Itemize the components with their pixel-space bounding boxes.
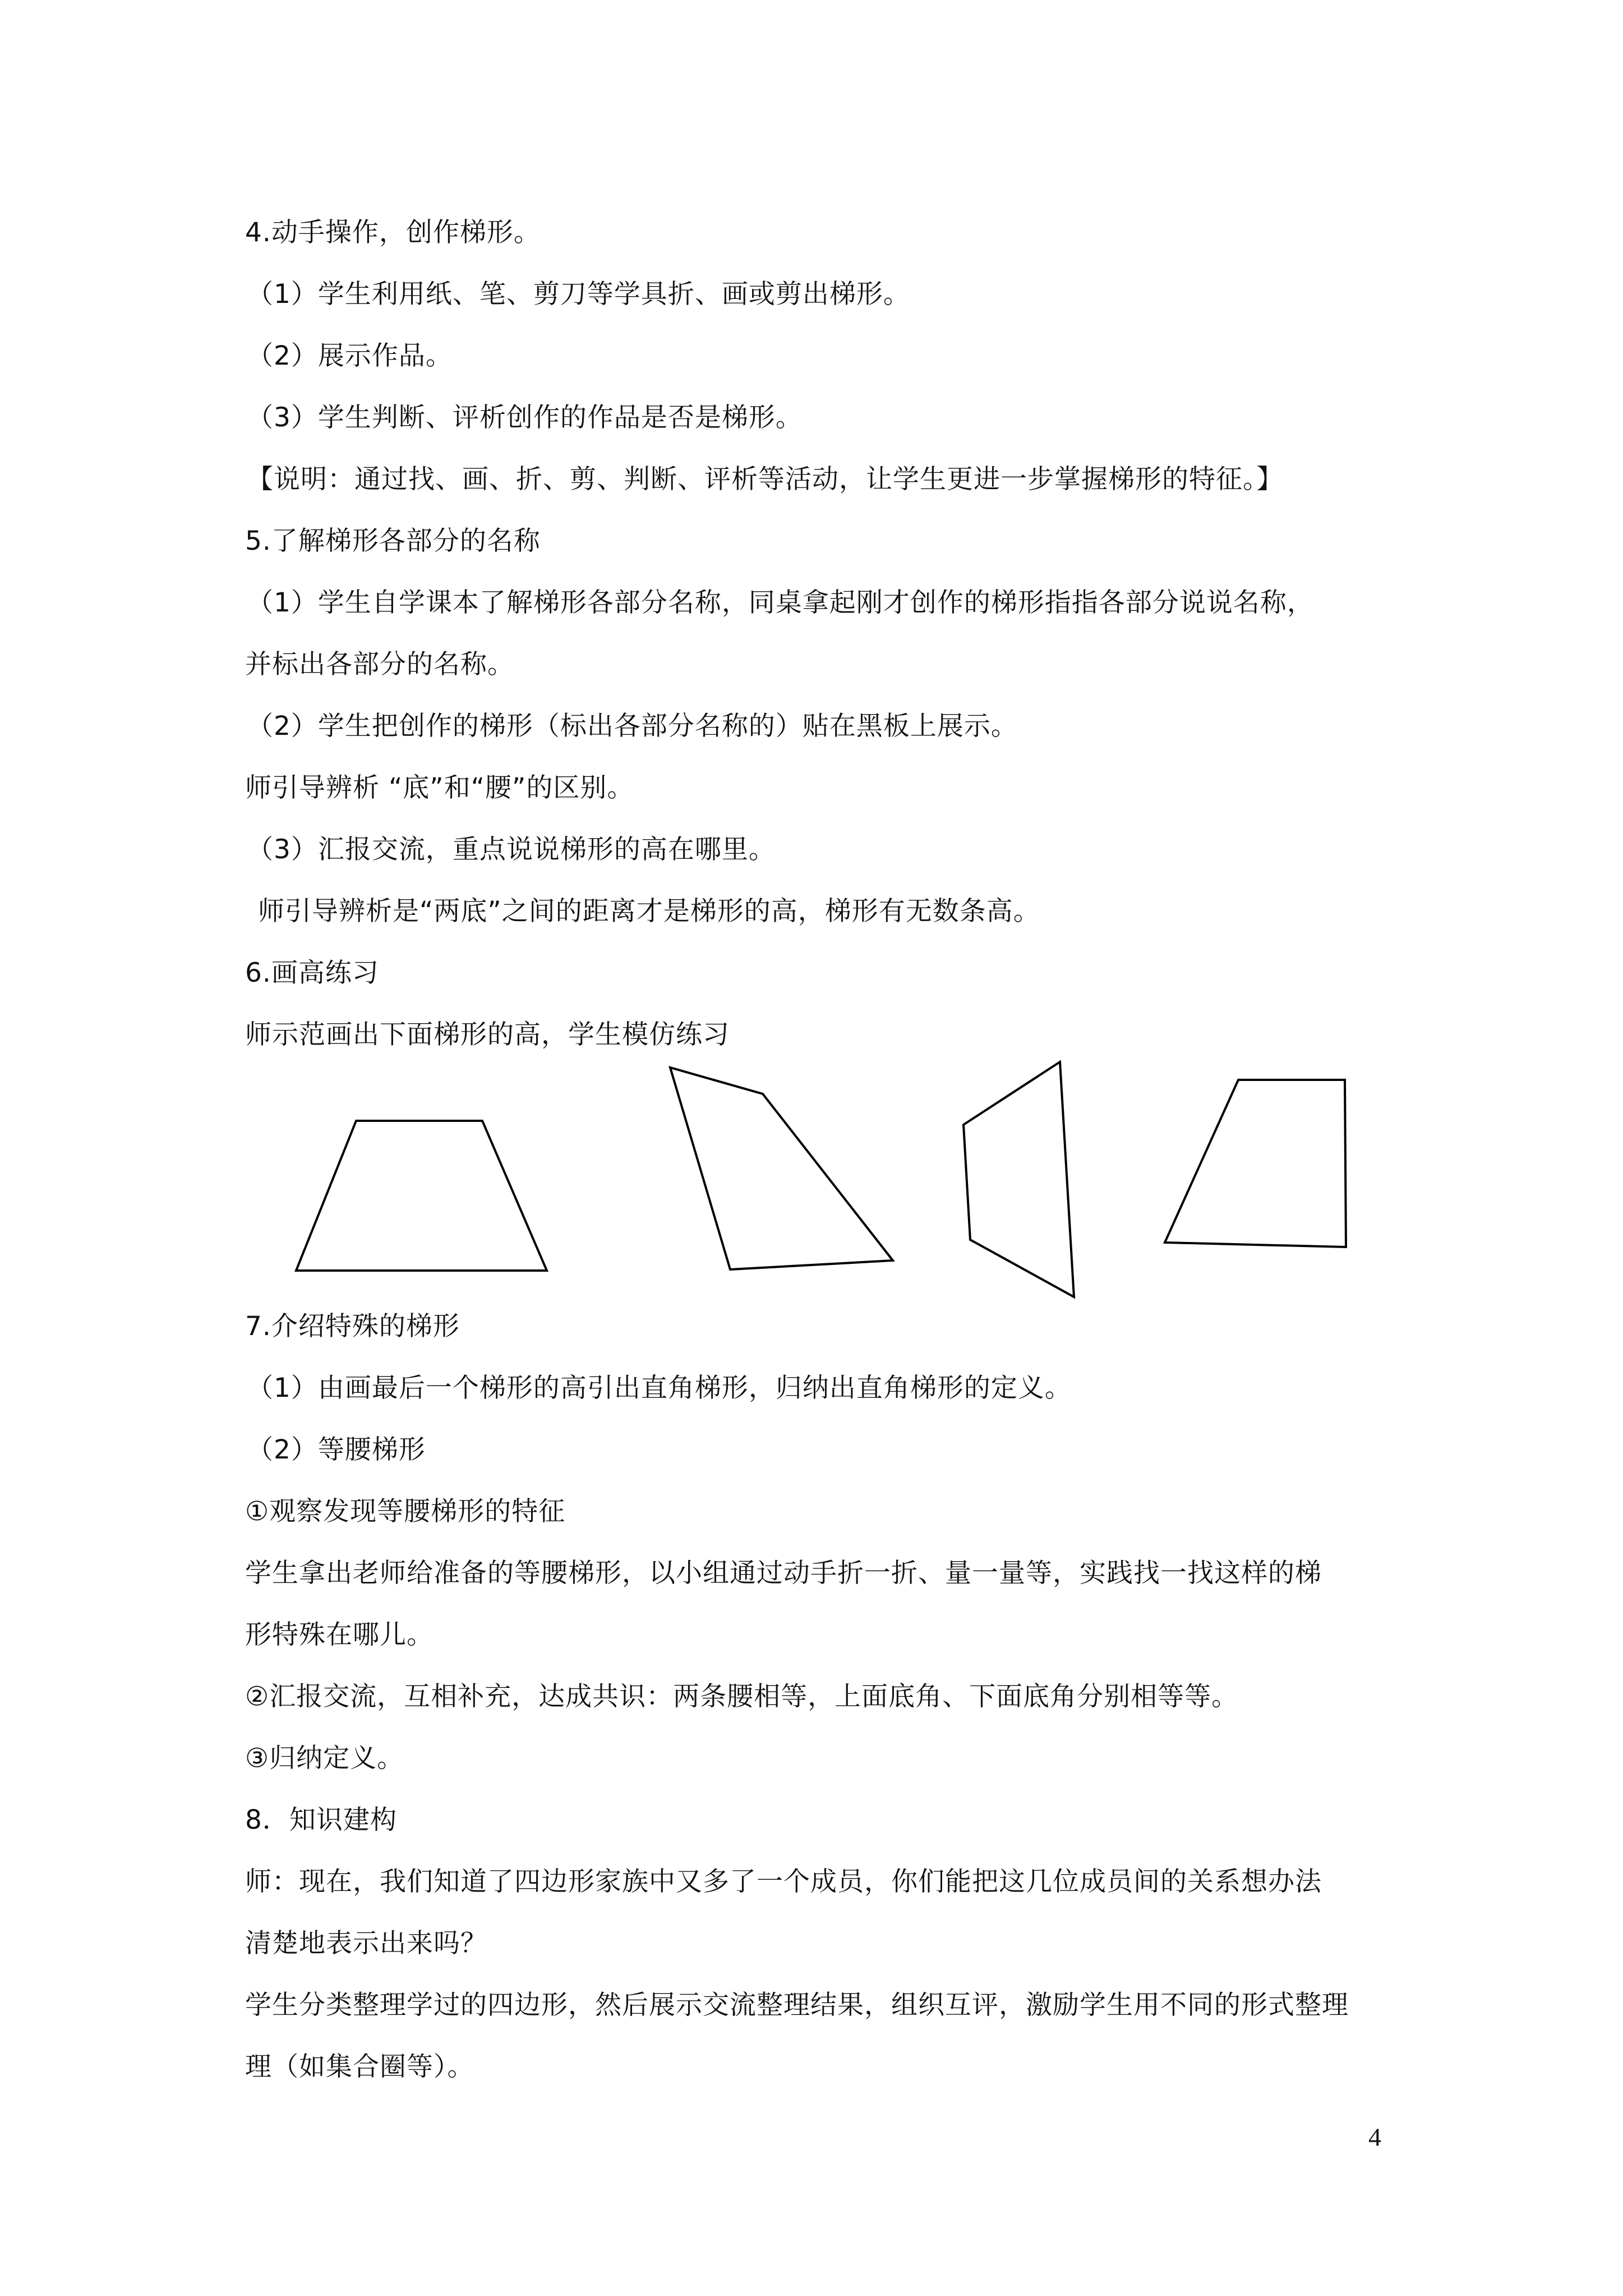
line-7-2-a-detail-cont: 形特殊在哪儿。 bbox=[245, 1619, 434, 1650]
line-7-2-a: ①观察发现等腰梯形的特征 bbox=[245, 1496, 566, 1527]
line-5-1-cont: 并标出各部分的名称。 bbox=[245, 649, 514, 680]
line-7-2: （2）等腰梯形 bbox=[247, 1434, 426, 1465]
trapezoid-shape-2 bbox=[670, 1068, 893, 1269]
line-4-1: （1）学生利用纸、笔、剪刀等学具折、画或剪出梯形。 bbox=[247, 279, 910, 310]
line-5-3: （3）汇报交流，重点说说梯形的高在哪里。 bbox=[247, 834, 776, 865]
line-7-1: （1）由画最后一个梯形的高引出直角梯形，归纳出直角梯形的定义。 bbox=[247, 1373, 1072, 1404]
line-7-2-c: ③归纳定义。 bbox=[245, 1743, 404, 1774]
line-4-2: （2）展示作品。 bbox=[247, 341, 453, 371]
line-7-2-b: ②汇报交流，互相补充，达成共识：两条腰相等，上面底角、下面底角分别相等等。 bbox=[245, 1681, 1239, 1712]
line-5-1: （1）学生自学课本了解梯形各部分名称，同桌拿起刚才创作的梯形指指各部分说说名称， bbox=[247, 587, 1314, 618]
line-8-teacher: 师：现在，我们知道了四边形家族中又多了一个成员，你们能把这几位成员间的关系想办法 bbox=[245, 1866, 1322, 1897]
line-8-students-cont: 理（如集合圈等）。 bbox=[245, 2051, 474, 2082]
page-number: 4 bbox=[1368, 2123, 1381, 2151]
trapezoid-shape-4 bbox=[1165, 1080, 1346, 1247]
line-5-teacher-1: 师引导辨析 “底”和“腰”的区别。 bbox=[245, 772, 634, 803]
line-heading-6: 6.画高练习 bbox=[245, 958, 379, 988]
line-5-teacher-2: 师引导辨析是“两底”之间的距离才是梯形的高，梯形有无数条高。 bbox=[258, 896, 1040, 927]
line-heading-7: 7.介绍特殊的梯形 bbox=[245, 1311, 460, 1342]
line-8-teacher-cont: 清楚地表示出来吗？ bbox=[245, 1928, 487, 1959]
line-4-3: （3）学生判断、评析创作的作品是否是梯形。 bbox=[247, 402, 803, 433]
line-heading-8: 8．知识建构 bbox=[245, 1805, 397, 1835]
line-8-students: 学生分类整理学过的四边形，然后展示交流整理结果，组织互评，激励学生用不同的形式整理 bbox=[245, 1990, 1349, 2021]
line-note: 【说明：通过找、画、折、剪、判断、评析等活动，让学生更进一步掌握梯形的特征。】 bbox=[247, 464, 1284, 495]
trapezoid-shape-3 bbox=[963, 1062, 1074, 1297]
line-5-2: （2）学生把创作的梯形（标出各部分名称的）贴在黑板上展示。 bbox=[247, 711, 1018, 742]
line-6-instruction: 师示范画出下面梯形的高，学生模仿练习 bbox=[245, 1019, 730, 1050]
line-heading-4: 4.动手操作，创作梯形。 bbox=[245, 217, 541, 248]
trapezoid-shape-1 bbox=[296, 1121, 547, 1271]
line-7-2-a-detail: 学生拿出老师给准备的等腰梯形，以小组通过动手折一折、量一量等，实践找一找这样的梯 bbox=[245, 1558, 1322, 1589]
line-heading-5: 5.了解梯形各部分的名称 bbox=[245, 526, 541, 556]
